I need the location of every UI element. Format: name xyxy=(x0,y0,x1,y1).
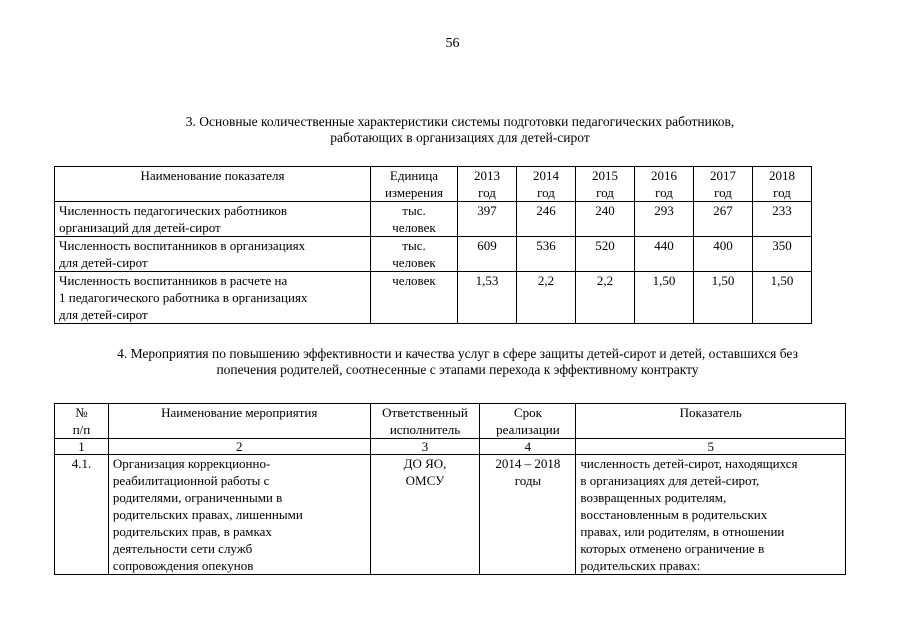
section-4-title: 4. Мероприятия по повышению эффективности и качества услуг в сфере защиты детей-сирот и детей, оставшихся без попечения родителей, соотнесенные с этапами перехода к эффективному контракту xyxy=(117,346,798,377)
row-value: 267 xyxy=(694,202,753,237)
row-value: 233 xyxy=(753,202,812,237)
header-year-2017: 2017 год xyxy=(694,167,753,202)
header-year-2016: 2016 год xyxy=(635,167,694,202)
row-value: 1,50 xyxy=(694,272,753,324)
column-number: 4 xyxy=(480,439,576,455)
table-row xyxy=(55,202,812,237)
table-row xyxy=(55,272,812,324)
row-value: 2,2 xyxy=(576,272,635,324)
row-indicator: численность детей-сирот, находящихся в организациях для детей-сирот, возвращенных родителям, восстановленным в родительских правах, или родителям, в отношении которых отменено ограничение в родительских правах: xyxy=(576,455,846,575)
header-indicator-name: Наименование показателя xyxy=(55,167,371,202)
header-year-2014: 2014 год xyxy=(517,167,576,202)
row-activity: Организация коррекционно- реабилитационной работы с родителями, ограниченными в родительских правах, лишенными родительских прав, в рамках деятельности сети служб сопровождения опекунов xyxy=(108,455,370,575)
row-value: 350 xyxy=(753,237,812,272)
row-value: 397 xyxy=(458,202,517,237)
header-term: Срок реализации xyxy=(480,404,576,439)
row-value: 2,2 xyxy=(517,272,576,324)
row-value: 293 xyxy=(635,202,694,237)
row-value: 400 xyxy=(694,237,753,272)
row-name: Численность педагогических работников организаций для детей-сирот xyxy=(55,202,371,237)
column-number: 1 xyxy=(55,439,109,455)
column-number: 3 xyxy=(370,439,480,455)
table-row xyxy=(55,455,846,575)
column-numbers-row xyxy=(55,439,846,455)
table-row xyxy=(55,237,812,272)
section-3-table xyxy=(54,166,812,324)
row-responsible: ДО ЯО, ОМСУ xyxy=(370,455,480,575)
row-value: 1,50 xyxy=(635,272,694,324)
column-number: 5 xyxy=(576,439,846,455)
header-year-2018: 2018 год xyxy=(753,167,812,202)
section-3-title: 3. Основные количественные характеристики системы подготовки педагогических работников, работающих в организациях для детей-сирот xyxy=(185,114,735,145)
row-number: 4.1. xyxy=(55,455,109,575)
header-year-2013: 2013 год xyxy=(458,167,517,202)
row-name: Численность воспитанников в организациях для детей-сирот xyxy=(55,237,371,272)
row-name: Численность воспитанников в расчете на 1 педагогического работника в организациях для детей-сирот xyxy=(55,272,371,324)
header-activity: Наименование мероприятия xyxy=(108,404,370,439)
row-value: 1,50 xyxy=(753,272,812,324)
row-value: 609 xyxy=(458,237,517,272)
table-header-row xyxy=(55,167,812,202)
row-value: 520 xyxy=(576,237,635,272)
page-number: 56 xyxy=(445,36,460,51)
row-unit: тыс. человек xyxy=(371,202,458,237)
row-value: 246 xyxy=(517,202,576,237)
row-term: 2014 – 2018 годы xyxy=(480,455,576,575)
header-responsible: Ответственный исполнитель xyxy=(370,404,480,439)
section-4-table xyxy=(54,403,846,575)
row-value: 1,53 xyxy=(458,272,517,324)
header-indicator: Показатель xyxy=(576,404,846,439)
header-year-2015: 2015 год xyxy=(576,167,635,202)
header-number: № п/п xyxy=(55,404,109,439)
column-number: 2 xyxy=(108,439,370,455)
row-unit: человек xyxy=(371,272,458,324)
row-value: 536 xyxy=(517,237,576,272)
header-unit: Единица измерения xyxy=(371,167,458,202)
row-value: 440 xyxy=(635,237,694,272)
row-value: 240 xyxy=(576,202,635,237)
row-unit: тыс. человек xyxy=(371,237,458,272)
table-header-row xyxy=(55,404,846,439)
